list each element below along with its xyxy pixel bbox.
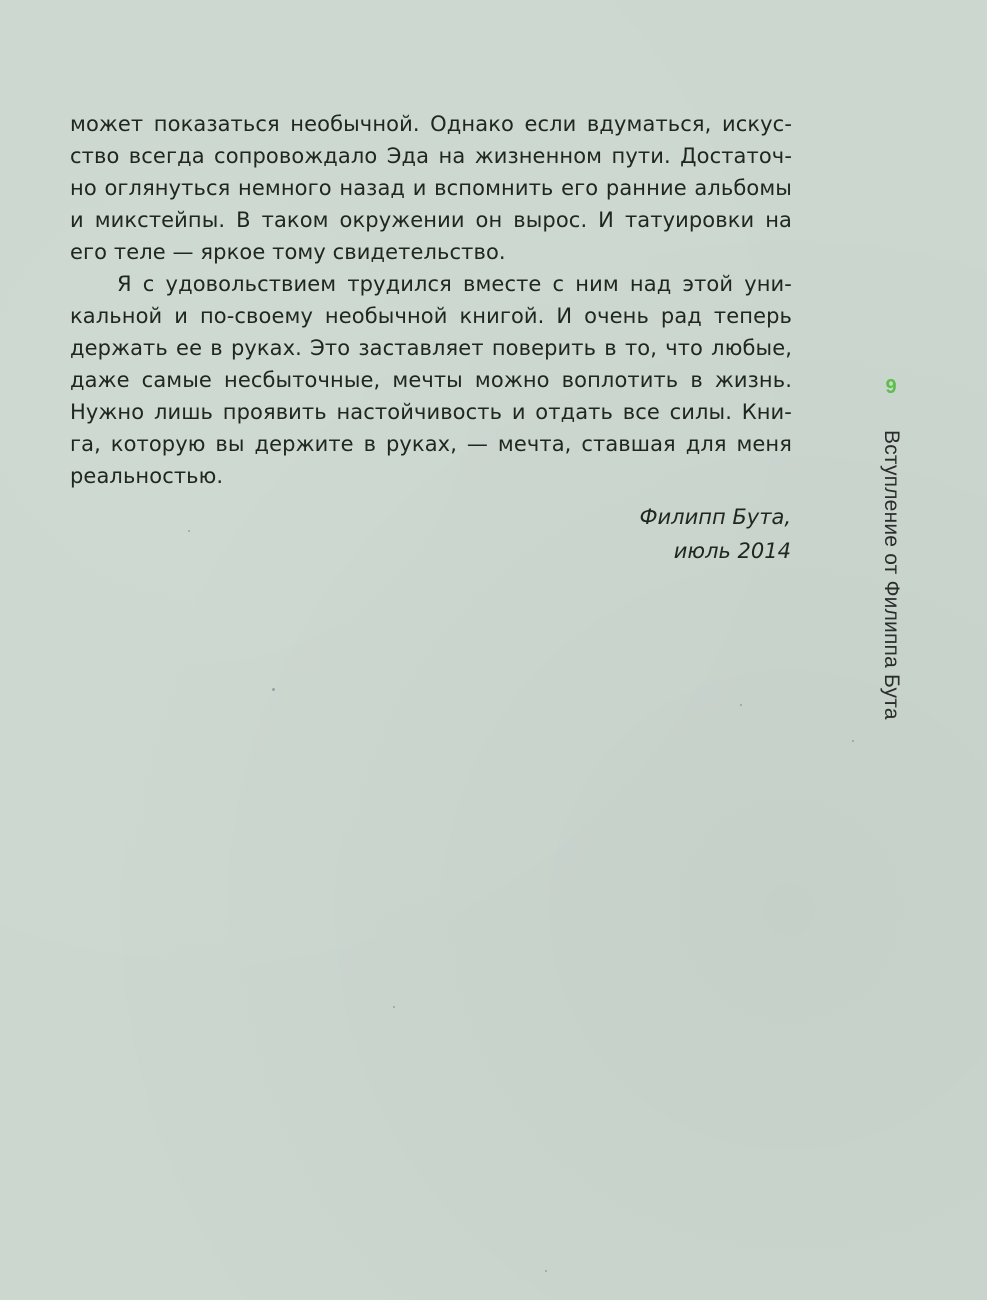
paragraph-2 [70, 268, 792, 492]
text-line: его теле — яркое тому свидетельство. [70, 240, 506, 264]
running-head: Вступление от Филиппа Бута [880, 430, 903, 720]
page-number: 9 [885, 376, 897, 398]
text-line: реальностью. [70, 464, 224, 488]
text-line: Нужно лишь проявить настойчивость и отдать все силы. Кни- [70, 400, 792, 424]
signature-name: Филипп Бута, [639, 505, 791, 529]
signature [639, 500, 791, 568]
text-line: даже самые несбыточные, мечты можно воплотить в жизнь. [70, 368, 792, 392]
text-line: и микстейпы. В таком окружении он вырос. И татуировки на [70, 208, 792, 232]
text-line: но оглянуться немного назад и вспомнить его ранние альбомы [70, 176, 792, 200]
text-line: кальной и по-своему необычной книгой. И очень рад теперь [70, 304, 792, 328]
text-line: держать ее в руках. Это заставляет поверить в то, что любые, [70, 336, 792, 360]
body-text [70, 108, 792, 492]
text-line: может показаться необычной. Однако если вдуматься, искус- [70, 112, 792, 136]
paper-speck [272, 688, 275, 691]
paper-speck [545, 1270, 547, 1272]
paper-speck [393, 1006, 395, 1008]
text-line: ство всегда сопровождало Эда на жизненном пути. Достаточ- [70, 144, 792, 168]
text-line: Я с удовольствием трудился вместе с ним над этой уни- [117, 272, 792, 296]
paper-speck [852, 740, 854, 742]
paper-speck [740, 704, 742, 706]
text-line: га, которую вы держите в руках, — мечта, ставшая для меня [70, 432, 792, 456]
paper-speck [188, 530, 190, 532]
paragraph-1 [70, 108, 792, 268]
signature-date: июль 2014 [673, 539, 791, 563]
